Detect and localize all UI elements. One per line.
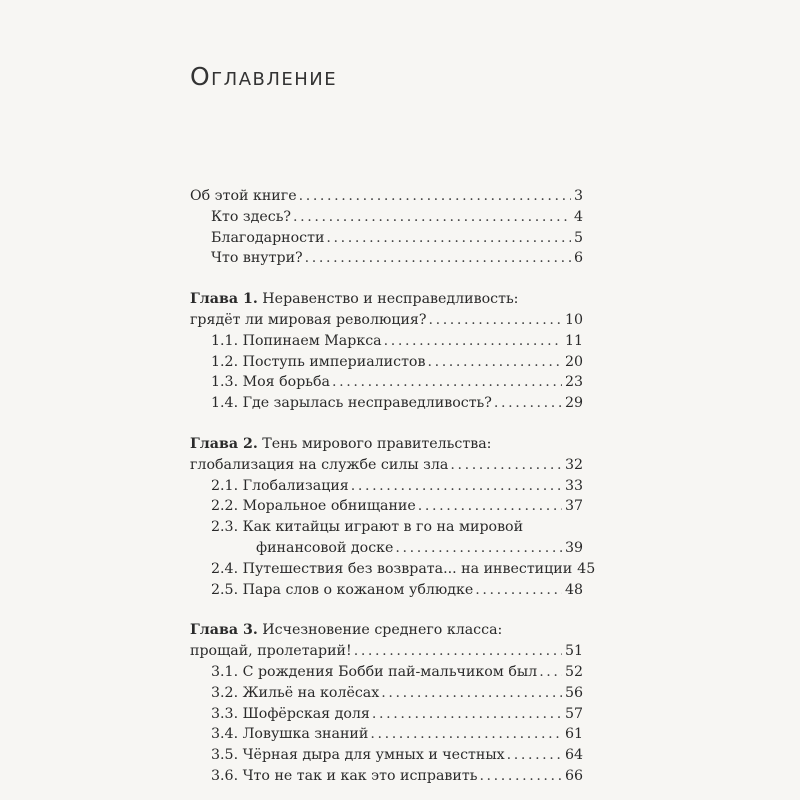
toc-entry[interactable]	[190, 331, 583, 352]
page-number: 37	[564, 498, 583, 515]
toc-entry-label	[190, 434, 491, 455]
toc-entry-label	[211, 683, 379, 704]
toc-entry-text: 3.2. Жильё на колёсах	[211, 684, 380, 701]
page-number: 29	[564, 395, 583, 412]
toc-entry-text: Исчезновение среднего класса:	[257, 622, 503, 639]
page-number: 20	[564, 353, 583, 370]
toc-entry[interactable]	[190, 496, 583, 517]
page-number: 39	[564, 539, 583, 556]
toc-entry[interactable]	[190, 289, 583, 310]
toc-entry[interactable]	[190, 724, 583, 745]
toc-entry-text: глобализация на службе силы зла	[190, 456, 449, 473]
dot-leader	[428, 310, 561, 331]
toc-entry-label	[211, 662, 537, 683]
dot-leader	[372, 704, 562, 725]
toc-entry[interactable]	[190, 310, 583, 331]
chapter-number: Глава 2.	[190, 435, 258, 452]
dot-leader	[450, 455, 562, 476]
dot-leader	[539, 662, 562, 683]
toc-entry-label	[190, 310, 426, 331]
toc-entry[interactable]	[190, 434, 583, 455]
toc-entry-text: грядёт ли мировая революция?	[190, 311, 427, 328]
chapter-number: Глава 3.	[190, 622, 258, 639]
dot-leader	[332, 372, 562, 393]
toc-entry-label	[211, 766, 477, 787]
toc-entry-text: Кто здесь?	[211, 208, 292, 225]
page-number: 32	[564, 456, 583, 473]
chapter-number: Глава 1.	[190, 291, 258, 308]
page-number: 45	[577, 560, 596, 577]
toc-entry-text: 2.4. Путешествия без возврата... на инвестиции	[211, 560, 573, 577]
dot-leader	[381, 683, 562, 704]
page-number: 61	[564, 726, 583, 743]
toc-entry-label	[211, 372, 330, 393]
page-number: 5	[573, 229, 583, 246]
page-number: 64	[564, 747, 583, 764]
toc-entry-label	[211, 580, 473, 601]
page-number: 3	[573, 188, 583, 204]
toc-entry-label	[211, 248, 303, 269]
toc-entry[interactable]	[190, 517, 583, 538]
toc-entry[interactable]	[190, 352, 583, 373]
toc-entry-label	[211, 745, 505, 766]
page-number: 10	[564, 311, 583, 328]
toc-entry[interactable]	[190, 559, 596, 580]
dot-leader	[418, 496, 562, 517]
toc-entry-text: 1.3. Моя борьба	[211, 374, 331, 391]
toc-entry[interactable]	[190, 580, 583, 601]
toc-entry[interactable]	[190, 538, 583, 559]
toc-entry[interactable]	[190, 372, 583, 393]
toc-entry-text: 3.5. Чёрная дыра для умных и честных	[211, 747, 505, 764]
toc-entry-label	[256, 538, 393, 559]
dot-leader	[479, 766, 562, 787]
toc-entry-label	[211, 228, 324, 249]
toc-entry-text: финансовой доске	[256, 539, 394, 556]
toc-entry-text: 3.3. Шофёрская доля	[211, 705, 370, 722]
page-number: 51	[564, 643, 583, 660]
toc-entry-label	[211, 207, 291, 228]
toc-entry-label	[190, 186, 297, 207]
toc-entry-label	[190, 455, 448, 476]
toc-entry-label	[211, 476, 349, 497]
toc-entry-label	[211, 393, 492, 414]
toc-entry[interactable]	[190, 683, 583, 704]
toc-entry-text: 2.2. Моральное обнищание	[211, 498, 416, 515]
dot-leader	[384, 331, 562, 352]
dot-leader	[299, 186, 571, 207]
table-of-contents	[190, 186, 596, 787]
toc-entry-text: 1.1. Попинаем Маркса	[211, 332, 382, 349]
toc-entry[interactable]	[190, 248, 583, 269]
toc-entry-label	[211, 352, 425, 373]
toc-entry-text: 3.1. С рождения Бобби пай-мальчиком был	[211, 663, 538, 680]
dot-leader	[494, 393, 562, 414]
toc-entry[interactable]	[190, 766, 583, 787]
toc-entry[interactable]	[190, 455, 583, 476]
toc-entry-text: 2.1. Глобализация	[211, 477, 349, 494]
page-number: 52	[564, 663, 583, 680]
toc-entry-text: Неравенство и несправедливость:	[257, 291, 519, 308]
dot-leader	[475, 580, 562, 601]
toc-entry-label	[211, 517, 523, 538]
toc-entry-text: 3.4. Ловушка знаний	[211, 726, 369, 743]
page-title: Оглавление	[190, 62, 338, 91]
toc-entry-text: Об этой книге	[190, 188, 297, 204]
toc-entry-text: 1.2. Поступь империалистов	[211, 353, 426, 370]
dot-leader	[507, 745, 562, 766]
toc-entry-text: Что внутри?	[211, 250, 303, 267]
dot-leader	[354, 641, 562, 662]
toc-entry[interactable]	[190, 620, 583, 641]
toc-entry[interactable]	[190, 207, 583, 228]
toc-entry-label	[211, 331, 382, 352]
dot-leader	[395, 538, 562, 559]
page-number: 57	[564, 705, 583, 722]
toc-entry[interactable]	[190, 228, 583, 249]
page-number: 33	[564, 477, 583, 494]
dot-leader	[370, 724, 562, 745]
toc-entry-text: прощай, пролетарий!	[190, 643, 352, 660]
toc-entry-text: Благодарности	[211, 229, 325, 246]
dot-leader	[427, 352, 561, 373]
toc-entry[interactable]	[190, 476, 583, 497]
toc-entry[interactable]	[190, 186, 583, 207]
dot-leader	[326, 228, 571, 249]
toc-entry-label	[211, 496, 416, 517]
toc-entry[interactable]	[190, 704, 583, 725]
toc-entry-text: 1.4. Где зарылась несправедливость?	[211, 395, 492, 412]
dot-leader	[351, 476, 562, 497]
dot-leader	[293, 207, 571, 228]
page-number: 6	[573, 250, 583, 267]
toc-entry-label	[211, 559, 572, 580]
page-number: 11	[564, 332, 583, 349]
toc-entry-text: 2.5. Пара слов о кожаном ублюдке	[211, 581, 474, 598]
toc-entry[interactable]	[190, 745, 583, 766]
toc-entry-text: Тень мирового правительства:	[257, 435, 492, 452]
page-number: 66	[564, 767, 583, 784]
toc-entry-text: 2.3. Как китайцы играют в го на мировой	[211, 519, 524, 536]
page-number: 23	[564, 374, 583, 391]
toc-entry-label	[190, 620, 502, 641]
dot-leader	[305, 248, 571, 269]
toc-entry[interactable]	[190, 641, 583, 662]
page-number: 56	[564, 684, 583, 701]
toc-entry[interactable]	[190, 662, 583, 683]
toc-entry-label	[211, 704, 370, 725]
toc-entry[interactable]	[190, 393, 583, 414]
toc-entry-text: 3.6. Что не так и как это исправить	[211, 767, 478, 784]
toc-entry-label	[190, 289, 518, 310]
toc-entry-label	[211, 724, 368, 745]
page-number: 48	[564, 581, 583, 598]
page-number: 4	[573, 208, 583, 225]
toc-entry-label	[190, 641, 352, 662]
